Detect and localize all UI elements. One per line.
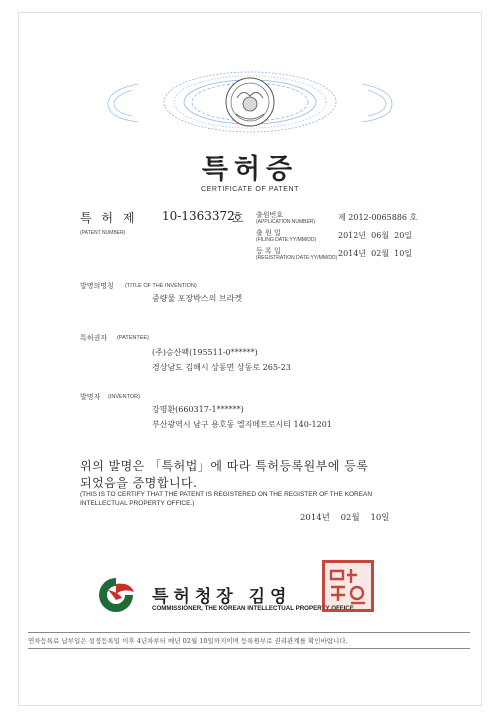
- application-number-english-label: (APPLICATION NUMBER): [256, 219, 316, 225]
- footer-notice: 연차등록료 납부일은 설정등록일 이후 4년차부터 매년 02월 10일까지이며 등록원부로 권리관계를 확인바랍니다.: [28, 632, 470, 649]
- commissioner-name: 특허청장 김영: [152, 587, 292, 607]
- filing-date-english-label: (FILING DATE:YY/MM/DD): [256, 237, 317, 243]
- registration-date-english-label: (REGISTRATION DATE:YY/MM/DD): [256, 255, 338, 261]
- inventor-label: 발명자: [80, 393, 101, 401]
- commissioner-title-english: COMMISSIONER, THE KOREAN INTELLECTUAL PROPERTY OFFICE: [152, 605, 354, 612]
- patent-number-english-label: (PATENT NUMBER): [80, 230, 126, 236]
- patent-number-value: 10-1363372: [162, 209, 235, 223]
- declaration-line-2: 되었음을 증명합니다.: [80, 476, 198, 490]
- seal-pattern-icon: [325, 563, 371, 609]
- patentee-english-label: (PATENTEE): [117, 335, 149, 341]
- filing-date-label: 출 원 일: [256, 229, 281, 237]
- invention-title-english-label: (TITLE OF THE INVENTION): [125, 283, 197, 289]
- declaration-english-1: (THIS IS TO CERTIFY THAT THE PATENT IS REGISTERED ON THE REGISTER OF THE KOREAN: [80, 491, 373, 498]
- declaration-line-1: 위의 발명은 「특허법」에 따라 특허등록원부에 등록: [80, 459, 369, 473]
- patentee-name: (주)승산팩(195511-0******): [152, 348, 258, 357]
- patentee-label: 특허권자: [80, 334, 108, 342]
- national-emblem-icon: [160, 62, 340, 142]
- inventor-english-label: (INVENTOR): [108, 394, 140, 400]
- invention-title-label: 발명의명칭: [80, 282, 114, 290]
- registration-date-value: 2014년 02월 10일: [338, 249, 413, 258]
- official-seal: [322, 560, 374, 612]
- application-number-value: 제 2012-0065886 호: [338, 213, 418, 222]
- right-ornament-icon: [358, 80, 398, 124]
- inventor-address: 부산광역시 남구 용호동 엘지메트로시티 140-1201: [152, 420, 332, 429]
- patent-number-suffix: 호: [232, 211, 244, 225]
- application-number-label: 출원번호: [256, 211, 284, 219]
- certificate-title: 특허증: [201, 154, 299, 185]
- kipo-logo-icon: [96, 576, 136, 612]
- patentee-address: 경상남도 김해시 상동면 상동로 265-23: [152, 363, 291, 372]
- certificate-title-english: CERTIFICATE OF PATENT: [200, 186, 300, 193]
- inventor-name: 강명환(660317-1******): [152, 405, 244, 414]
- registration-date-label: 등 록 일: [256, 247, 281, 255]
- issue-date: 2014년 02월 10일: [300, 513, 390, 523]
- declaration-english-2: INTELLECTUAL PROPERTY OFFICE.): [80, 500, 195, 507]
- patent-number-label: 특 허 제: [80, 211, 138, 225]
- left-ornament-icon: [102, 80, 142, 124]
- invention-title-value: 중량물 포장박스의 브라켓: [152, 294, 243, 303]
- filing-date-value: 2012년 06월 20일: [338, 231, 413, 240]
